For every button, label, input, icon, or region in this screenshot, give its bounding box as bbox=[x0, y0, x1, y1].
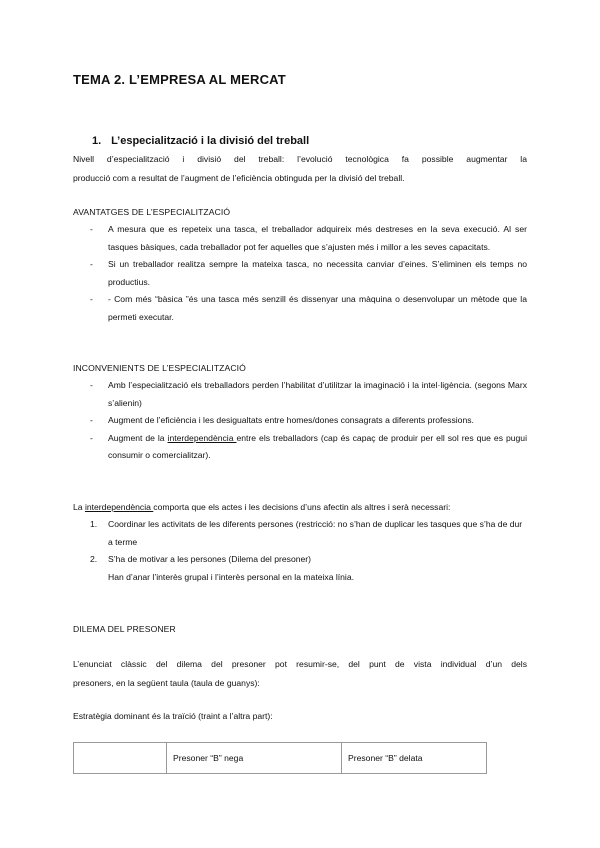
list-item: - Amb l’especialització els treballadors perden l’habilitat d’utilitzar la imaginació i la intel·ligència. (segons Marx s’alienin) bbox=[73, 377, 527, 412]
list-item: 2. S’ha de motivar a les persones (Dilema del presoner) Han d’anar l’interès grupal i l’interès personal en la mateixa línia. bbox=[90, 554, 355, 582]
bullet-dash: - bbox=[90, 380, 93, 390]
interdependencia-list bbox=[73, 516, 527, 586]
list-item: - Augment de la interdependència entre els treballadors (cap és capaç de produir per ell sol res que es pugui consumir o comercialitzar). bbox=[73, 430, 527, 465]
interdependencia-paragraph: La interdependència comporta que els actes i les decisions d’uns afectin als altres i serà necessari: bbox=[73, 502, 451, 512]
list-item: - Si un treballador realitza sempre la mateixa tasca, no necessita canviar d’eines. S’eliminen els temps no productius. bbox=[73, 256, 527, 291]
intro-paragraph bbox=[73, 150, 527, 188]
section-heading-text: L’especialització i la divisió del treball bbox=[111, 135, 310, 147]
inconvenients-heading: INCONVENIENTS DE L’ESPECIALITZACIÓ bbox=[73, 363, 246, 373]
table-row bbox=[74, 743, 487, 774]
intro-line-2: producció com a resultat de l’augment de l’eficiència obtinguda per la divisió del treball. bbox=[73, 173, 405, 183]
page-title: TEMA 2. L’EMPRESA AL MERCAT bbox=[73, 72, 286, 87]
dilema-heading: DILEMA DEL PRESONER bbox=[73, 624, 176, 634]
avantatges-list bbox=[73, 221, 527, 326]
bullet-dash: - bbox=[90, 415, 93, 425]
inconvenients-list bbox=[73, 377, 527, 465]
bullet-dash: - bbox=[90, 259, 93, 269]
table-header-b-delata: Presoner “B” delata bbox=[342, 743, 487, 774]
list-item: - - Com més “bàsica ”és una tasca més senzill és dissenyar una màquina o desenvolupar un mètode que la permeti executar. bbox=[73, 291, 527, 326]
dilema-paragraph: L’enunciat clàssic del dilema del presoner pot resumir-se, del punt de vista individual d’un dels presoners, en la següent taula (taula de guanys): bbox=[73, 659, 527, 688]
list-item: - A mesura que es repeteix una tasca, el treballador adquireix més destreses en la seva execució. Al ser tasques bàsiques, cada treballador pot fer aquelles que s’ajusten més i millor a les seves capacitats. bbox=[73, 221, 527, 256]
bullet-dash: - bbox=[90, 294, 93, 304]
table-cell-empty bbox=[74, 743, 167, 774]
strategy-line: Estratègia dominant és la traïció (traint a l’altra part): bbox=[73, 711, 273, 721]
section-number: 1. bbox=[92, 135, 102, 147]
interdependencia-link: interdependència bbox=[167, 432, 237, 443]
list-item: 1. Coordinar les activitats de les diferents persones (restricció: no s’han de duplicar les tasques que s’ha de dur a terme bbox=[90, 519, 523, 547]
interdependencia-term: interdependència bbox=[84, 502, 154, 512]
list-item: - Augment de l’eficiència i les desigualtats entre homes/dones consagrats a diferents professions. bbox=[73, 412, 527, 430]
payoff-table bbox=[73, 742, 487, 774]
intro-line-1: Nivell d’especialització i divisió del treball: l’evolució tecnològica fa possible augmentar la bbox=[73, 154, 527, 164]
bullet-dash: - bbox=[90, 224, 93, 234]
table-header-b-nega: Presoner “B” nega bbox=[167, 743, 342, 774]
bullet-dash: - bbox=[90, 432, 93, 443]
avantatges-heading: AVANTATGES DE L’ESPECIALITZACIÓ bbox=[73, 207, 231, 217]
section-heading-1 bbox=[92, 135, 309, 147]
